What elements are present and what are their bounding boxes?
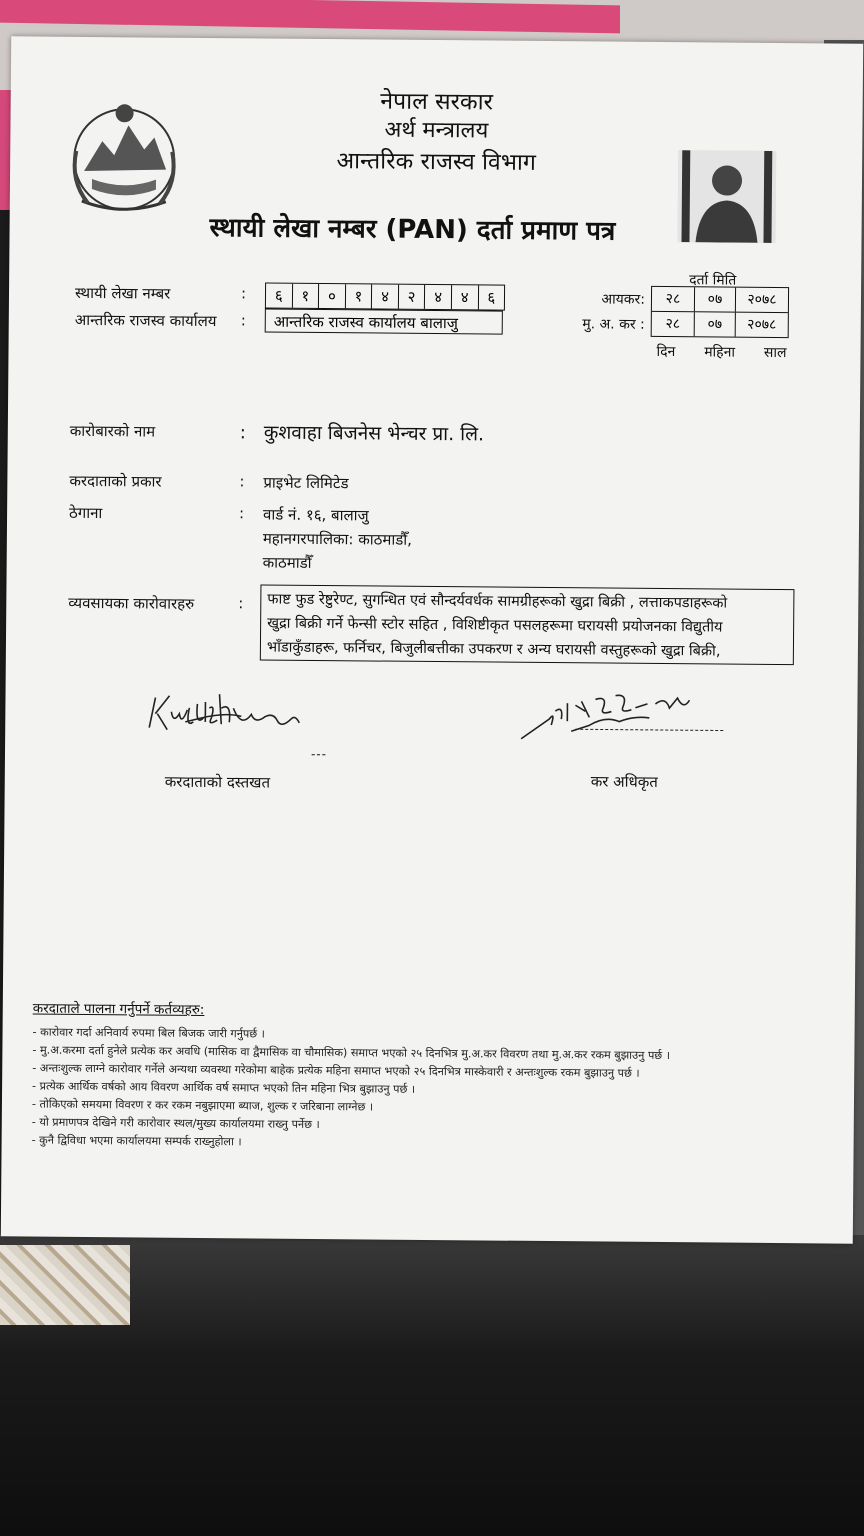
activities-box [260, 585, 795, 666]
activity-line: फाष्ट फुड रेष्टुरेण्ट, सुगन्धित एवं सौन्दर्यवर्धक सामग्रीहरूको खुद्रा बिक्री , लत्ताकपडाहरूको [267, 591, 728, 612]
date-month: ०७ [695, 312, 736, 336]
colon: : [239, 504, 245, 523]
date-row [652, 287, 788, 313]
date-year: २०७८ [747, 316, 777, 333]
taxpayer-signature-label: करदाताको दस्तखत [164, 772, 271, 792]
address-line: महानगरपालिका: काठमाडौँ, [262, 529, 413, 549]
pan-digit: १ [346, 284, 373, 308]
taxpayer-type: प्राइभेट लिमिटेड [263, 473, 349, 493]
date-month: ०७ [695, 287, 736, 311]
header-ministry: अर्थ मन्त्रालय [384, 117, 489, 144]
date-footer-month: महिना [704, 344, 736, 361]
taxpayer-signature [145, 678, 306, 749]
header-department: आन्तरिक राजस्व विभाग [336, 148, 536, 176]
activities-label: व्यवसायका कारोवारहरु [68, 593, 195, 613]
duty-item: - प्रत्येक आर्थिक वर्षको आय विवरण आर्थिक वर्ष समाप्त भएको तिन महिना भित्र बुझाउनु पर्छ । [32, 1079, 416, 1096]
date-footer-day: दिन [656, 343, 676, 361]
address-line: वार्ड नं. १६, बालाजु [263, 505, 369, 525]
background-pattern [0, 1245, 130, 1325]
pan-certificate [1, 36, 863, 1243]
registration-date-grid [651, 286, 789, 338]
duty-item: - यो प्रमाणपत्र देखिने गरी कारोवार स्थल/मुख्य कार्यालयमा राख्नु पर्नेछ । [31, 1115, 320, 1132]
date-year: २०७८ [747, 291, 777, 308]
officer-label: कर अधिकृत [590, 772, 658, 791]
pan-digit: ४ [372, 284, 399, 308]
colon: : [239, 472, 245, 491]
certificate-title: स्थायी लेखा नम्बर (PAN) दर्ता प्रमाण पत्र [209, 213, 616, 247]
date-footer-year: साल [763, 344, 787, 362]
duty-item: - कुनै द्विविधा भएमा कार्यालयमा सम्पर्क राख्नुहोला । [31, 1133, 242, 1149]
activity-line: खुद्रा बिक्री गर्ने फेन्सी स्टोर सहित , विशिष्टीकृत पसलहरूमा घरायसी प्रयोजनका विद्युतीय [267, 615, 723, 636]
officer-signature [515, 691, 735, 748]
pan-digit: २ [399, 285, 426, 309]
pan-digit: ६ [266, 284, 293, 308]
office-label: आन्तरिक राजस्व कार्यालय [74, 310, 217, 331]
pan-label: स्थायी लेखा नम्बर [74, 283, 171, 303]
address-line: काठमाडौँ [262, 553, 312, 572]
pan-number-box [265, 283, 505, 311]
activity-line: भाँडाकुँडाहरू, फर्निचर, बिजुलीबत्तीका उपकरण र अन्य घरायसी वस्तुहरूको खुद्रा बिक्री, [266, 639, 721, 660]
colon: : [240, 284, 247, 303]
business-name: कुशवाहा बिजनेस भेन्चर प्रा. लि. [263, 421, 485, 446]
registration-date-heading: दर्ता मिति [689, 272, 737, 289]
date-footer [656, 342, 786, 362]
colon: : [240, 311, 246, 330]
business-name-label: कारोबारको नाम [69, 421, 156, 441]
taxpayer-type-label: करदाताको प्रकार [69, 471, 162, 491]
pan-digit: ४ [452, 285, 479, 309]
date-row [652, 312, 788, 337]
colon: : [239, 422, 246, 444]
duty-item: - तोकिएको समयमा विवरण र कर रकम नबुझाएमा ब्याज, शुल्क र जरिबाना लाग्नेछ । [31, 1097, 374, 1114]
pan-digit: ६ [487, 288, 496, 307]
duty-item: - मु.अ.करमा दर्ता हुनेले प्रत्येक कर अवधि (मासिक वा द्वैमासिक वा चौमासिक) समाप्त भएको २५ दिनभित्र मु.अ.कर विवरण तथा मु.अ.कर रकम बुझाउनु पर्छ । [32, 1043, 671, 1063]
signature-dots: --- [310, 746, 328, 762]
header-government: नेपाल सरकार [380, 88, 494, 116]
duty-item: - कारोवार गर्दा अनिवार्य रुपमा बिल बिजक जारी गर्नुपर्छ । [32, 1025, 266, 1041]
duties-title: करदाताले पालना गर्नुपर्ने कर्तव्यहरु: [32, 1000, 205, 1019]
taxpayer-photo [677, 150, 776, 243]
date-day: २८ [652, 312, 695, 336]
pan-digit: ० [319, 284, 346, 308]
colon: : [238, 594, 244, 613]
pan-digit: १ [292, 284, 319, 308]
office-value: आन्तरिक राजस्व कार्यालय बालाजु [265, 309, 503, 335]
duty-item: - अन्तःशुल्क लाग्ने कारोवार गर्नेले अन्यथा व्यवस्था गरेकोमा बाहेक प्रत्येक महिना समाप्त भएको २५ दिनभित्र मास्केवारी र अन्तःशुल्क रकम बुझाउनु पर्छ । [32, 1061, 640, 1080]
date-label-income-tax: आयकर: [601, 291, 646, 308]
pan-digit: ४ [425, 285, 452, 309]
address-label: ठेगाना [69, 503, 103, 523]
date-day: २८ [652, 287, 695, 311]
date-label-vat: मु. अ. कर : [582, 316, 645, 333]
